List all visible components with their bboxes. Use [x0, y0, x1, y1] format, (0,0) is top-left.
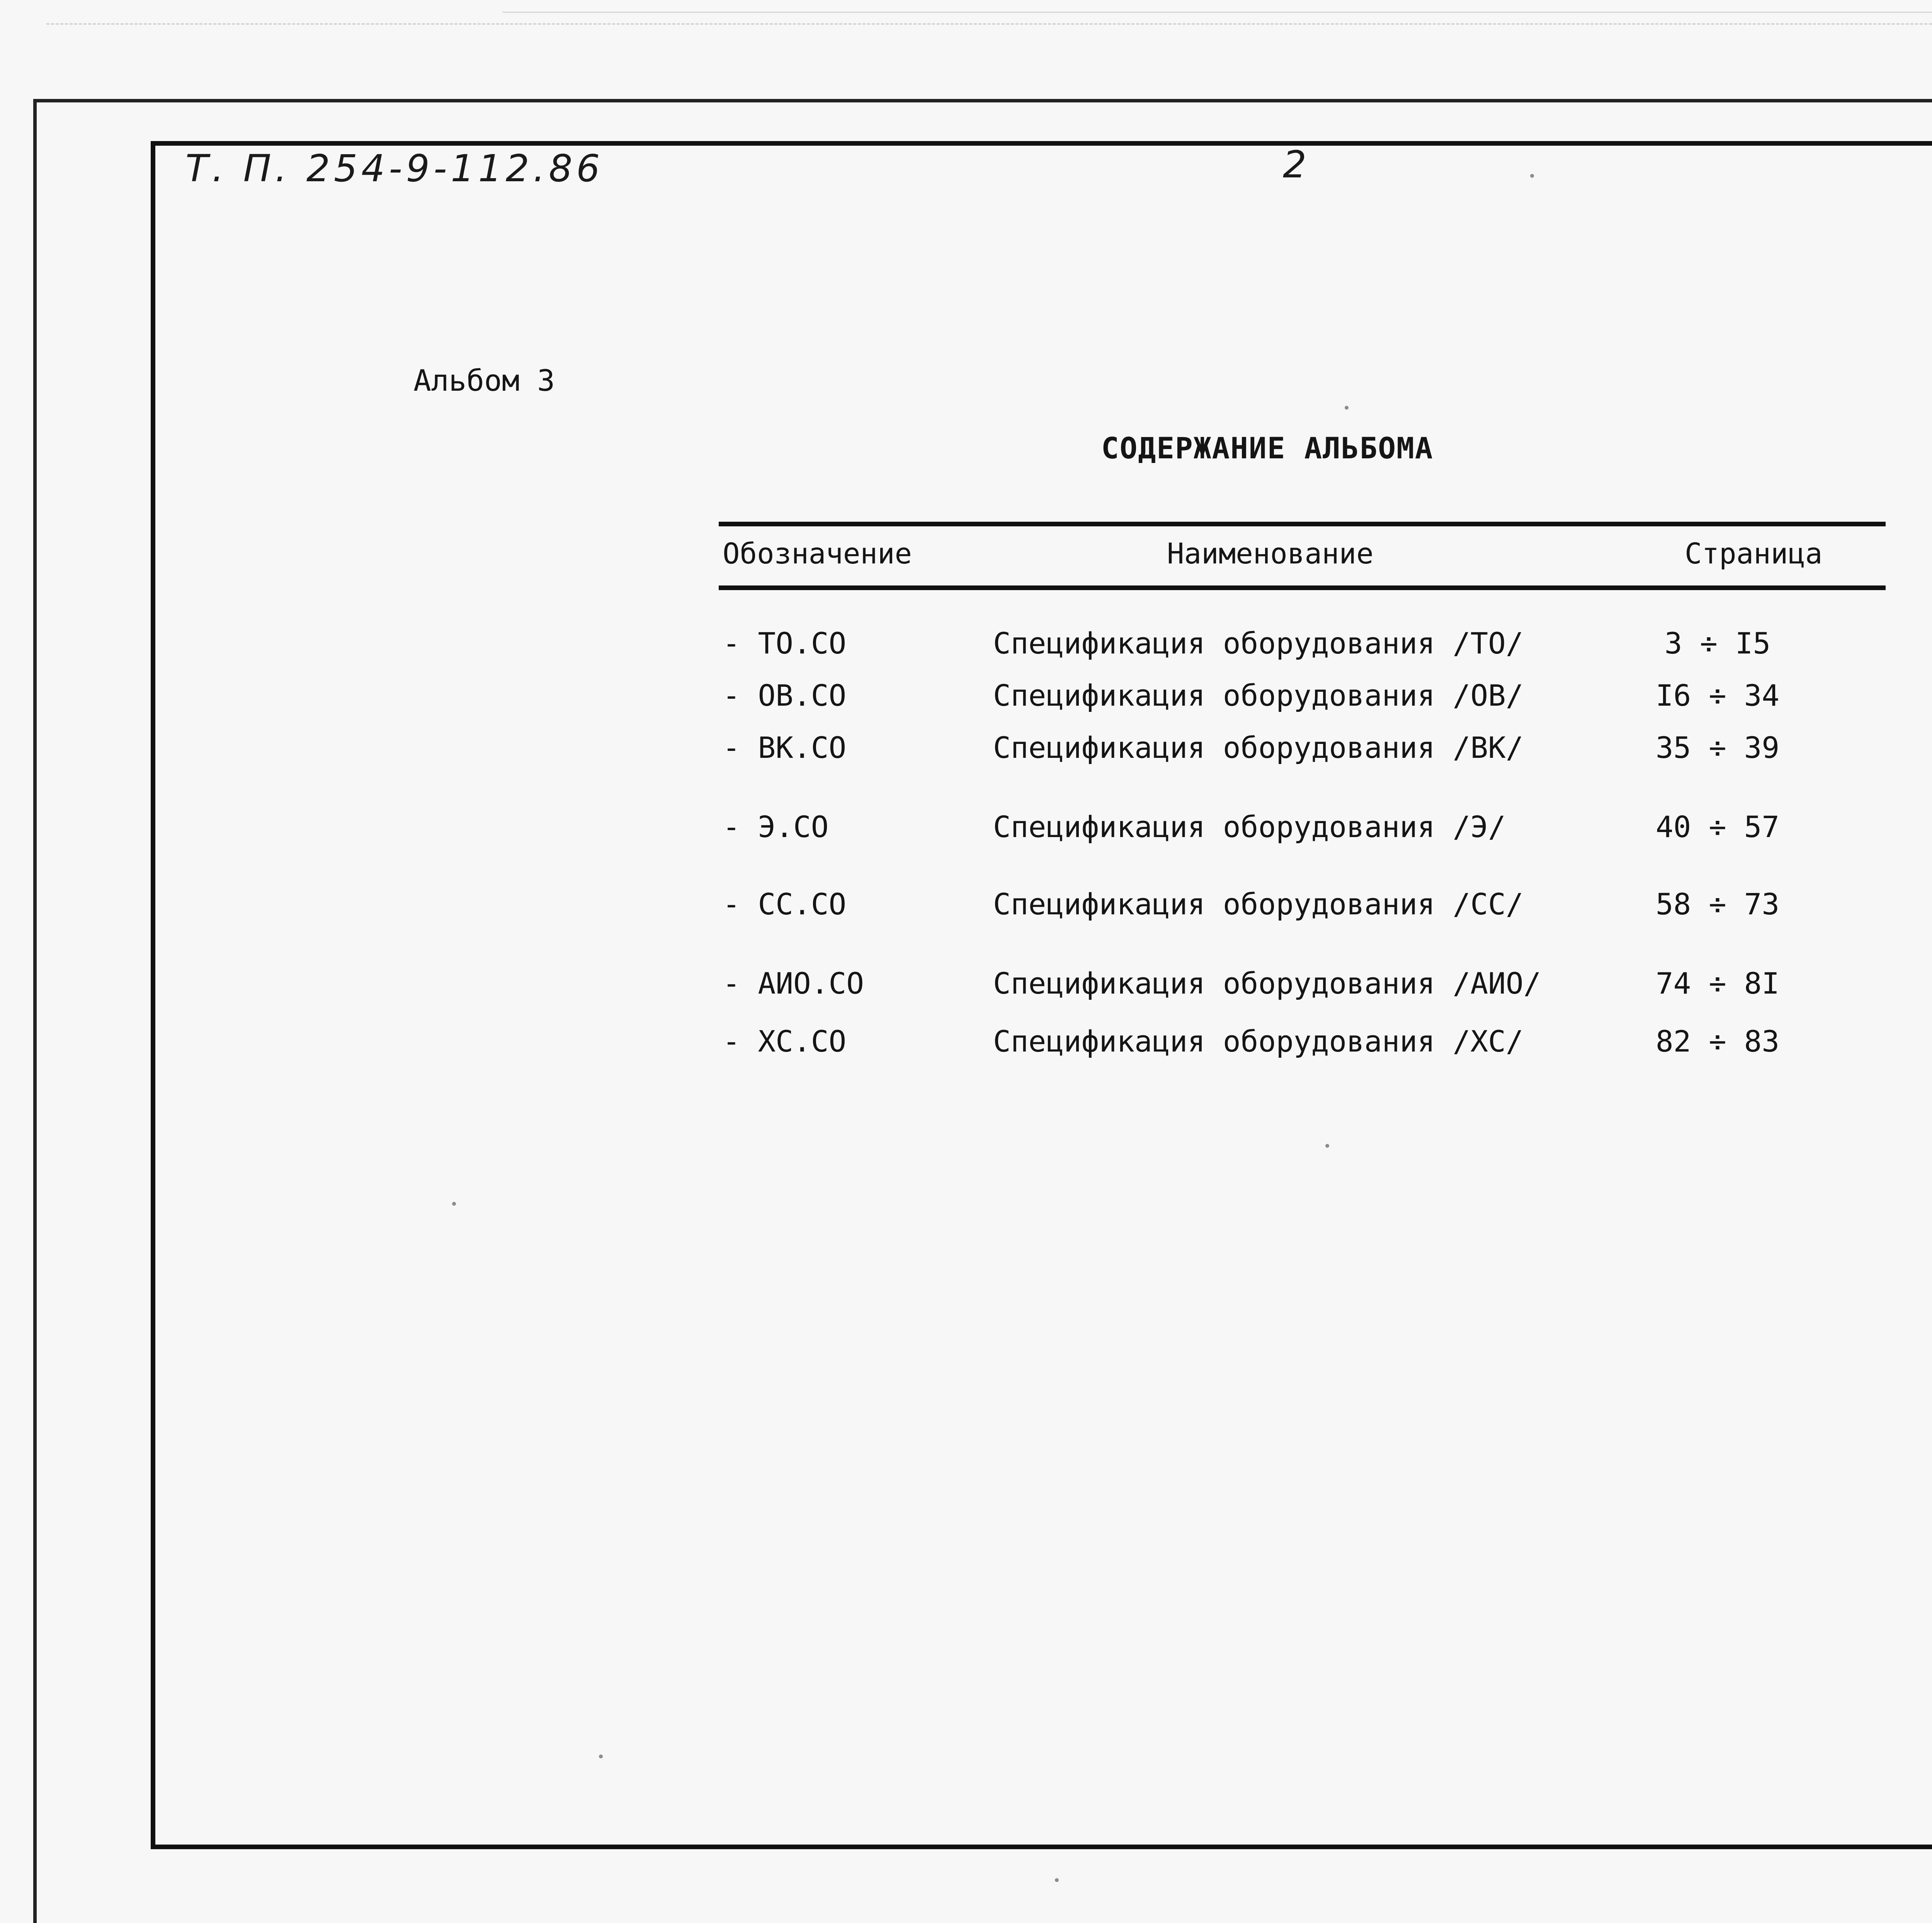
album-label: Альбом 3: [413, 363, 555, 398]
row-name: Спецификация оборудования /ХС/: [993, 1024, 1524, 1059]
table-row: [719, 730, 1886, 769]
row-designation: - СС.СО: [723, 887, 847, 921]
row-pages: 74 ÷ 8I: [1655, 966, 1780, 1001]
row-pages: 3 ÷ I5: [1664, 626, 1771, 660]
table-row: [719, 966, 1886, 1005]
table-row: [719, 887, 1886, 926]
row-name: Спецификация оборудования /СС/: [993, 887, 1524, 921]
row-designation: - АИО.СО: [723, 966, 864, 1001]
row-pages: 82 ÷ 83: [1655, 1024, 1780, 1059]
row-designation: - ОВ.СО: [723, 678, 847, 713]
row-name: Спецификация оборудования /ОВ/: [993, 678, 1524, 713]
row-name: Спецификация оборудования /АИО/: [993, 966, 1541, 1001]
table-row: [719, 1024, 1886, 1063]
row-name: Спецификация оборудования /Э/: [993, 810, 1506, 844]
row-pages: 40 ÷ 57: [1655, 810, 1780, 844]
scan-noise-line: [46, 23, 1932, 25]
scan-speck: [452, 1202, 456, 1206]
row-name: Спецификация оборудования /ТО/: [993, 626, 1524, 660]
table-top-rule: [719, 522, 1886, 526]
table-row: [719, 626, 1886, 665]
row-pages: I6 ÷ 34: [1655, 678, 1780, 713]
column-header-designation: Обозначение: [723, 537, 912, 570]
row-pages: 35 ÷ 39: [1655, 730, 1780, 765]
document-code: Т. П. 254-9-112.86: [185, 147, 604, 190]
row-designation: - Э.СО: [723, 810, 829, 844]
table-row: [719, 678, 1886, 717]
column-header-page: Страница: [1685, 537, 1823, 570]
scan-edge-line: [502, 12, 1932, 13]
scan-speck: [1530, 174, 1534, 178]
column-header-name: Наименование: [1167, 537, 1374, 570]
row-designation: - ХС.СО: [723, 1024, 847, 1059]
row-designation: - ТО.СО: [723, 626, 847, 660]
scan-speck: [599, 1755, 603, 1758]
row-designation: - ВК.СО: [723, 730, 847, 765]
scan-speck: [1055, 1878, 1059, 1882]
scan-speck: [1325, 1144, 1329, 1148]
row-name: Спецификация оборудования /ВК/: [993, 730, 1524, 765]
page-number: 2: [1283, 143, 1307, 186]
table-header-rule: [719, 585, 1886, 590]
scan-speck: [1345, 406, 1349, 410]
document-title: СОДЕРЖАНИЕ АЛЬБОМА: [1101, 431, 1434, 465]
table-row: [719, 810, 1886, 848]
row-pages: 58 ÷ 73: [1655, 887, 1780, 921]
